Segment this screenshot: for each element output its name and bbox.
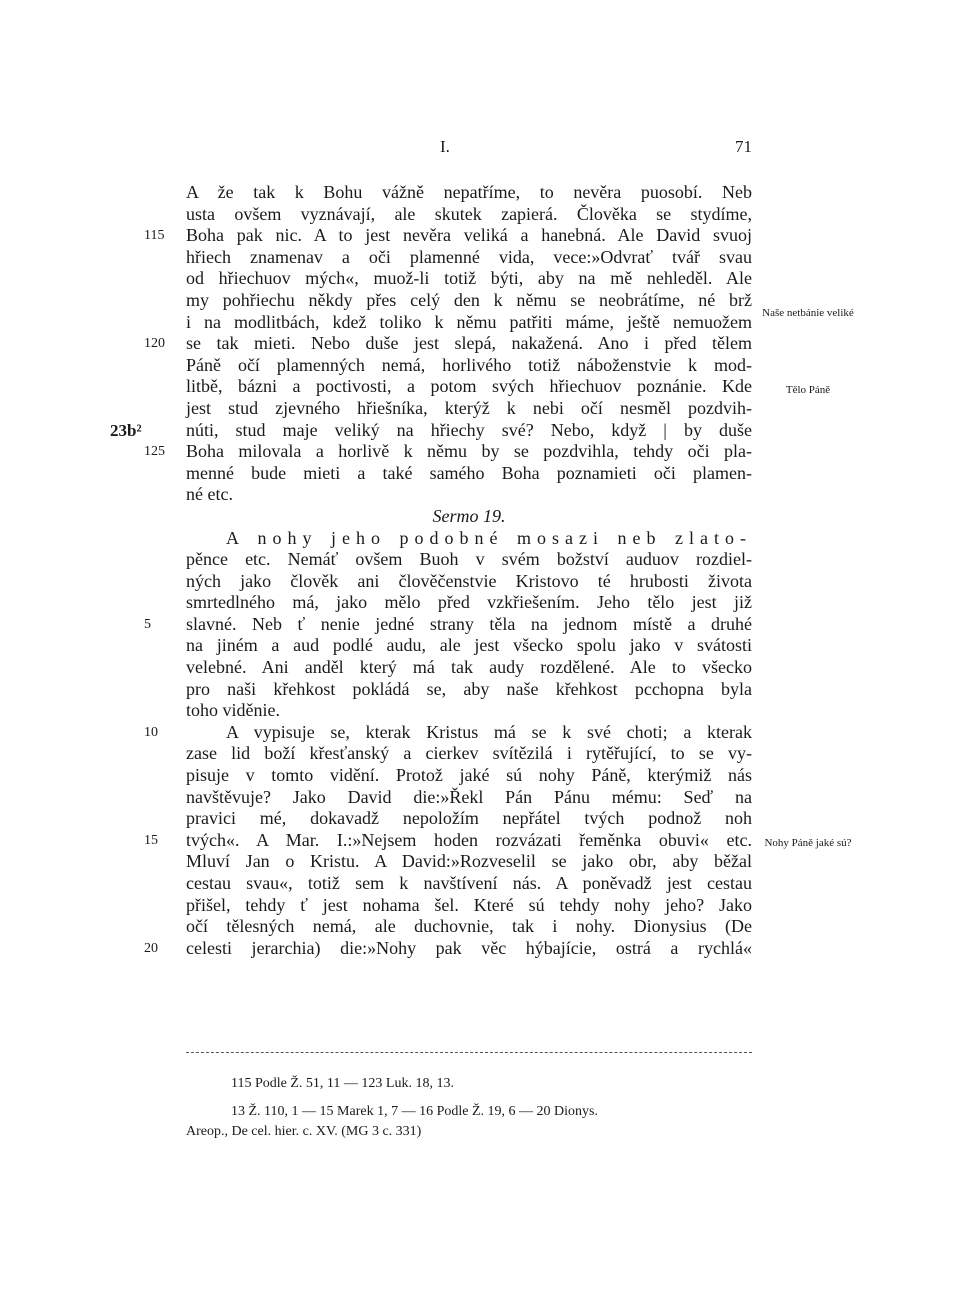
line-number: 10 xyxy=(144,724,158,740)
line-number: 5 xyxy=(144,616,151,632)
text-line: ných jako člověk ani člověčenstvie Kristovo té hrubosti života xyxy=(186,570,752,591)
text-line: A nohy jeho podobné mosazi neb zlato- xyxy=(226,527,752,548)
line-number: 15 xyxy=(144,832,158,848)
footnote: 13 Ž. 110, 1 — 15 Marek 1, 7 — 16 Podle Ž. 19, 6 — 20 Dionys. xyxy=(231,1104,598,1119)
text-line: 120 se tak mieti. Nebo duše jest slepá, nakažená. Ano i před tělem xyxy=(144,333,752,354)
text-line: velebné. Ani anděl který má tak audy rozdělené. Ale to všecko xyxy=(186,657,752,678)
text-line: 20 celesti jerarchia) die:»Nohy pak věc hýbajície, ostrá a rychlá« xyxy=(144,937,752,958)
main-text xyxy=(110,182,752,959)
text-line: né etc. xyxy=(186,484,233,505)
text-line: 5 slavné. Neb ť nenie jedné strany těla na jednom místě a druhé xyxy=(144,613,752,634)
text-line: pisuje v tomto vidění. Protož jaké sú nohy Páně, kterýmiž nás xyxy=(186,765,752,786)
text-line: pravici mé, dokavadž nepoložím nepřátel tvých podnož noh xyxy=(186,808,752,829)
page-number: 71 xyxy=(735,137,752,156)
footnote: 115 Podle Ž. 51, 11 — 123 Luk. 18, 13. xyxy=(231,1076,454,1091)
folio-mark: 23b² xyxy=(110,420,142,440)
text-line: Mluví Jan o Kristu. A David:»Rozveselil se jako obr, aby běžal xyxy=(186,851,752,872)
text-line: Páně očí plamenných nemá, horlivého totiž náboženstvie k mod- xyxy=(186,354,752,375)
footnote: Areop., De cel. hier. c. XV. (MG 3 c. 331) xyxy=(186,1124,422,1139)
text-line: pěnce etc. Nemáť ovšem Buoh v svém božství auduov rozdiel- xyxy=(186,549,752,570)
text-line: litbě, bázni a poctivosti, a potom svých hřiechuov poznánie. Kde xyxy=(186,376,752,397)
marginal-note: Tělo Páně xyxy=(785,384,831,396)
text-line: navštěvuje? Jako David die:»Řekl Pán Pánu mému: Seď na xyxy=(186,786,752,807)
text-line: na jiném a aud podlé audu, ale jest všecko spolu jako v svátosti xyxy=(186,635,752,656)
text-line: 10 A vypisuje se, kterak Kristus má se k své choti; a kterak xyxy=(144,721,752,742)
text-line: přišel, tehdy ť jest nohama šel. Které sú tehdy nohy jeho? Jako xyxy=(186,894,752,915)
marginal-note: Naše netbánie veliké xyxy=(762,307,854,319)
text-line: cestau svau«, totiž sem k navštívení nás. A poněvadž jest cestau xyxy=(186,873,752,893)
text-line: i na modlitbách, kdež toliko k němu patřiti máme, ještě nemuožem xyxy=(186,311,752,332)
running-head-section: I. xyxy=(440,137,450,156)
text-line: 115 Boha pak nic. A to jest nevěra veliká a hanebná. Ale David svuoj xyxy=(144,225,752,246)
text-line: jest stud zjevného hřiešníka, kterýž k nebi očí nesměl pozdvih- xyxy=(186,397,752,418)
text-line: usta ovšem vyznávají, ale skutek zapierá. Člověka se stydíme, xyxy=(186,203,752,224)
marginal-note: Nohy Páně jaké sú? xyxy=(764,837,852,849)
text-line: menné bude mieti a také samého Boha poznamieti oči plamen- xyxy=(186,462,752,483)
sermon-heading: Sermo 19. xyxy=(432,505,506,526)
footnote-rule xyxy=(186,1052,752,1053)
line-number: 120 xyxy=(144,336,165,352)
text-line: očí tělesných nemá, ale duchovnie, tak i nohy. Dionysius (De xyxy=(186,916,752,937)
text-line: 23b² núti, stud maje veliký na hřiechy své? Nebo, když | by duše xyxy=(110,419,752,440)
text-line: od hřiechuov mých«, muož-li totiž býti, aby na mě nehleděl. Ale xyxy=(186,268,752,289)
text-line: 125 Boha milovala a horlivě k němu by se pozdvihla, tehdy oči pla- xyxy=(144,441,752,462)
text-line: A že tak k Bohu vážně nepatříme, to nevěra puosobí. Neb xyxy=(186,182,752,202)
line-number: 115 xyxy=(144,228,165,244)
text-line: toho viděnie. xyxy=(186,700,280,721)
text-line: smrtedlného má, jako mělo před vzkřiešením. Jeho tělo jest již xyxy=(186,592,752,613)
text-line: 15 tvých«. A Mar. I.:»Nejsem hoden rozvázati řeměnka obuvi« etc. xyxy=(144,829,752,850)
text-line: hřiech znamenav a oči plamenné vida, vece:»Odvrať tvář svau xyxy=(186,246,752,267)
line-number: 125 xyxy=(144,444,165,460)
text-line: my pohřiechu někdy přes celý den k němu se neobrátíme, né brž xyxy=(186,289,752,310)
line-number: 20 xyxy=(144,940,158,956)
text-line: zase lid boží křesťanský a cierkev svítězilá i rytěřující, to se vy- xyxy=(186,743,752,764)
text-line: pro naši křehkost pokládá se, aby naše křehkost pcchopna byla xyxy=(186,678,752,699)
